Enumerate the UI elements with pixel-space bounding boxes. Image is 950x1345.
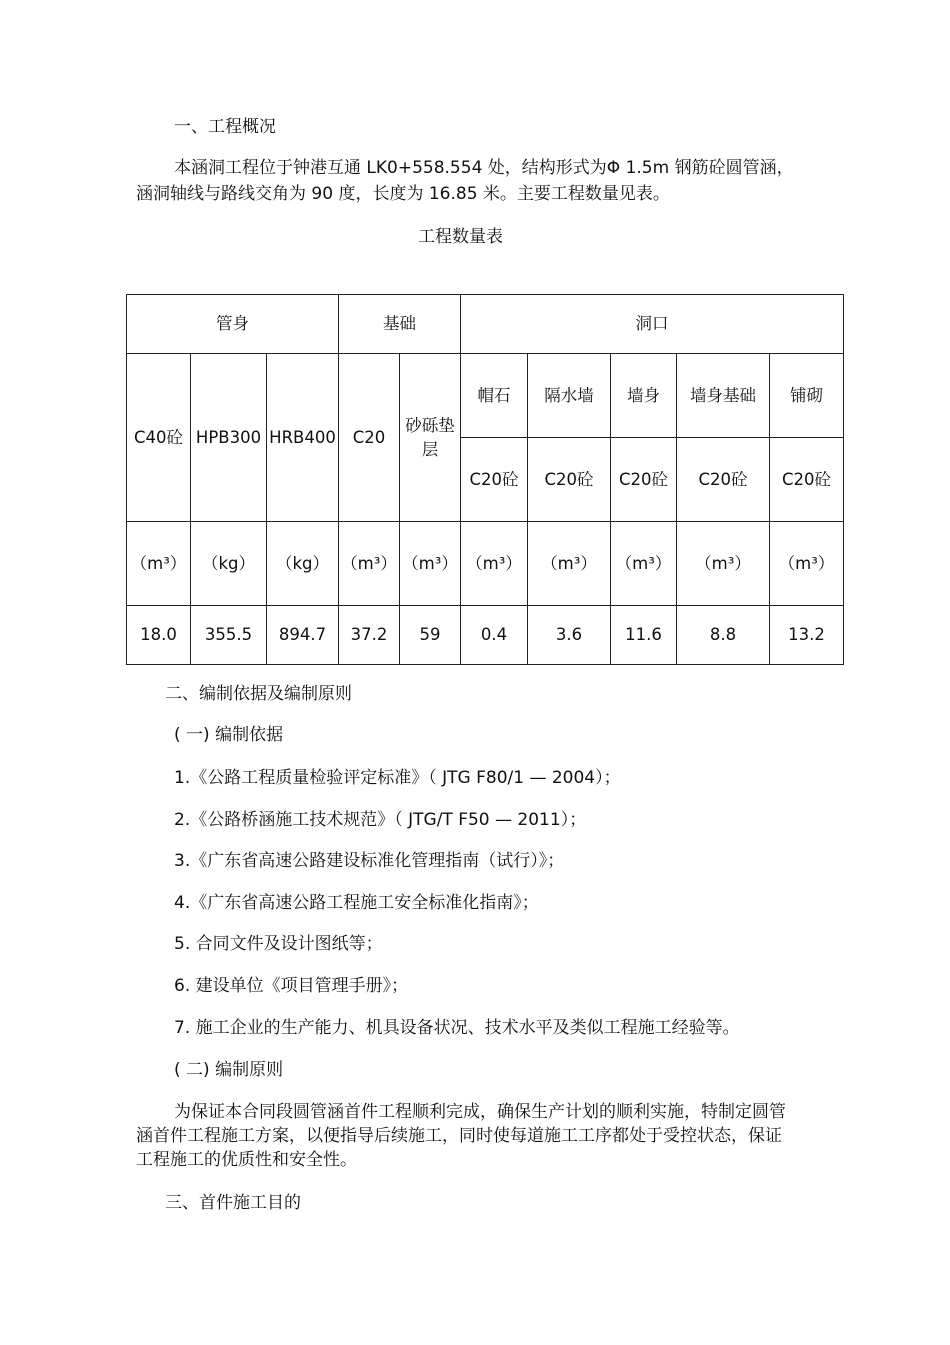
value-cell: 8.8 <box>677 606 770 665</box>
unit-cell: （m³） <box>339 522 400 606</box>
value-cell: 3.6 <box>528 606 611 665</box>
header-c40: C40砼 <box>127 354 191 522</box>
unit-cell: （m³） <box>400 522 461 606</box>
value-cell: 37.2 <box>339 606 400 665</box>
unit-cell: （m³） <box>528 522 611 606</box>
material-cap-stone: C20砼 <box>461 438 528 522</box>
intro-line-2: 涵洞轴线与路线交角为 90 度，长度为 16.85 米。主要工程数量见表。 <box>136 184 670 204</box>
value-cell: 0.4 <box>461 606 528 665</box>
value-cell: 894.7 <box>267 606 339 665</box>
basis-item: 6. 建设单位《项目管理手册》； <box>174 976 409 996</box>
header-paving: 铺砌 <box>770 354 844 438</box>
subheading-principle: ( 二) 编制原则 <box>174 1060 284 1080</box>
header-cutoff-wall: 隔水墙 <box>528 354 611 438</box>
material-cutoff-wall: C20砼 <box>528 438 611 522</box>
section-heading-overview: 一、工程概况 <box>174 117 276 137</box>
quantity-table <box>126 294 844 665</box>
subheading-basis: ( 一) 编制依据 <box>174 725 284 745</box>
group-pipe-body: 管身 <box>127 295 339 354</box>
unit-cell: （m³） <box>461 522 528 606</box>
value-cell: 355.5 <box>191 606 267 665</box>
basis-item: 4.《广东省高速公路工程施工安全标准化指南》； <box>174 893 539 913</box>
value-cell: 13.2 <box>770 606 844 665</box>
header-gravel: 砂砾垫层 <box>400 354 461 522</box>
value-cell: 18.0 <box>127 606 191 665</box>
unit-cell: （m³） <box>127 522 191 606</box>
header-hrb400: HRB400 <box>267 354 339 522</box>
table-title: 工程数量表 <box>418 227 503 247</box>
section-heading-purpose: 三、首件施工目的 <box>165 1193 301 1213</box>
basis-item: 5. 合同文件及设计图纸等； <box>174 934 383 954</box>
group-portal: 洞口 <box>461 295 844 354</box>
unit-cell: （m³） <box>611 522 677 606</box>
header-wall-body: 墙身 <box>611 354 677 438</box>
unit-cell: （m³） <box>770 522 844 606</box>
header-wall-base: 墙身基础 <box>677 354 770 438</box>
basis-item: 2.《公路桥涵施工技术规范》（ JTG/T F50 — 2011）； <box>174 810 587 830</box>
material-paving: C20砼 <box>770 438 844 522</box>
intro-line-1: 本涵洞工程位于钟港互通 LK0+558.554 处，结构形式为Φ 1.5m 钢筋砼圆管涵， <box>174 158 794 178</box>
material-wall-body: C20砼 <box>611 438 677 522</box>
header-hpb300: HPB300 <box>191 354 267 522</box>
header-c20: C20 <box>339 354 400 522</box>
section-heading-basis: 二、编制依据及编制原则 <box>165 684 352 704</box>
value-cell: 59 <box>400 606 461 665</box>
basis-item: 1.《公路工程质量检验评定标准》（ JTG F80/1 — 2004）； <box>174 768 621 788</box>
basis-item: 3.《广东省高速公路建设标准化管理指南（试行）》； <box>174 851 565 871</box>
unit-cell: （m³） <box>677 522 770 606</box>
material-wall-base: C20砼 <box>677 438 770 522</box>
unit-cell: （kg） <box>191 522 267 606</box>
value-cell: 11.6 <box>611 606 677 665</box>
unit-cell: （kg） <box>267 522 339 606</box>
principle-paragraph: 为保证本合同段圆管涵首件工程顺利完成，确保生产计划的顺利实施，特制定圆管涵首件工程施工方案，以便指导后续施工，同时使每道施工工序都处于受控状态，保证工程施工的优质性和安全性。 <box>136 1102 786 1170</box>
basis-item: 7. 施工企业的生产能力、机具设备状况、技术水平及类似工程施工经验等。 <box>174 1018 740 1038</box>
group-foundation: 基础 <box>339 295 461 354</box>
header-cap-stone: 帽石 <box>461 354 528 438</box>
